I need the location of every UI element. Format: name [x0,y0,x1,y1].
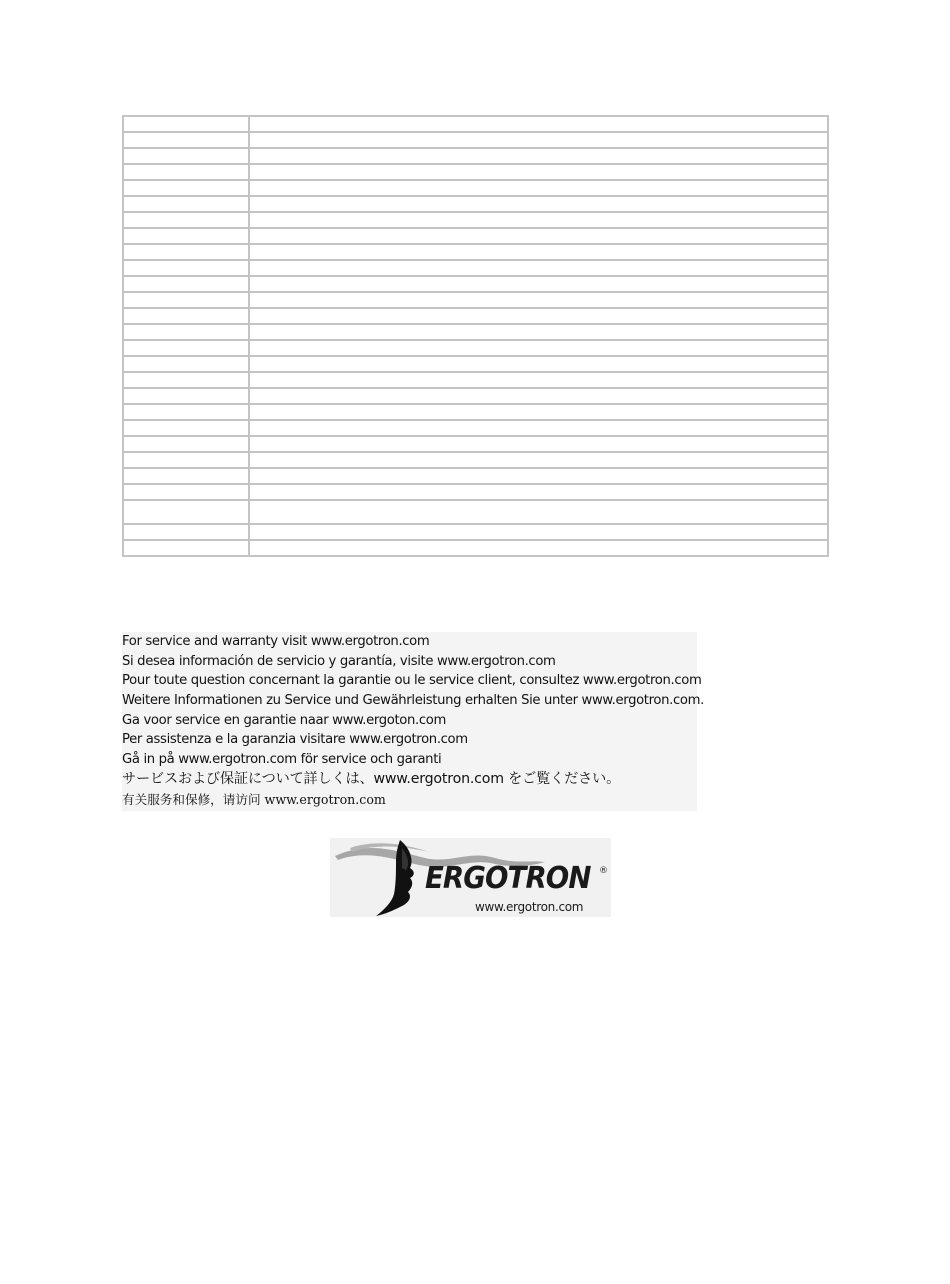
table-cell-value [249,388,828,404]
table-row [123,340,828,356]
table-cell-value [249,196,828,212]
table-row [123,484,828,500]
table-cell-value [249,524,828,540]
table-row [123,260,828,276]
table-cell-label [123,292,249,308]
table-row [123,436,828,452]
table-cell-value [249,116,828,132]
service-line-sv: Gå in på www.ergotron.com för service och garanti [122,752,442,768]
table-row [123,372,828,388]
table-row [123,404,828,420]
table-row [123,500,828,524]
table-cell-label [123,276,249,292]
table-cell-label [123,260,249,276]
table-cell-value [249,132,828,148]
table-cell-label [123,324,249,340]
table-row [123,164,828,180]
table-row [123,420,828,436]
service-line-nl: Ga voor service en garantie naar www.ergoton.com [122,712,446,728]
table-row [123,148,828,164]
table-row [123,468,828,484]
table-cell-value [249,212,828,228]
table-row [123,524,828,540]
logo-brand-text: ERGOTRON [425,861,591,896]
table-row [123,116,828,132]
table-cell-label [123,500,249,524]
registered-mark: ® [599,866,608,876]
table-cell-label [123,524,249,540]
table-cell-value [249,436,828,452]
table-row [123,452,828,468]
table-cell-label [123,164,249,180]
table-cell-label [123,468,249,484]
table-cell-value [249,148,828,164]
table-cell-label [123,148,249,164]
table-row [123,180,828,196]
table-cell-value [249,324,828,340]
logo-url-text: www.ergotron.com [475,900,584,914]
table-cell-value [249,356,828,372]
ergotron-logo [330,838,611,917]
table-cell-value [249,164,828,180]
table-cell-label [123,372,249,388]
table-row [123,276,828,292]
table-cell-label [123,388,249,404]
table-cell-value [249,452,828,468]
revision-table-body [123,116,828,556]
table-cell-label [123,356,249,372]
service-line-it: Per assistenza e la garanzia visitare www.ergotron.com [122,732,468,748]
table-cell-label [123,308,249,324]
table-row [123,356,828,372]
table-cell-value [249,468,828,484]
revision-table [122,115,829,557]
table-cell-label [123,212,249,228]
table-cell-value [249,308,828,324]
table-cell-value [249,244,828,260]
table-cell-label [123,540,249,556]
service-line-ja: サービスおよび保証について詳しくは、www.ergotron.com をご覧ください。 [122,770,621,787]
table-cell-value [249,404,828,420]
table-cell-value [249,340,828,356]
table-cell-label [123,180,249,196]
service-line-fr: Pour toute question concernant la garantie ou le service client, consultez www.ergotron.com [122,673,702,689]
table-cell-label [123,116,249,132]
table-cell-value [249,276,828,292]
table-row [123,132,828,148]
table-row [123,212,828,228]
table-row [123,244,828,260]
service-line-es: Si desea información de servicio y garantía, visite www.ergotron.com [122,653,556,669]
table-cell-value [249,228,828,244]
table-row [123,308,828,324]
table-cell-value [249,180,828,196]
table-row [123,324,828,340]
table-cell-label [123,420,249,436]
service-line-de: Weitere Informationen zu Service und Gewährleistung erhalten Sie unter www.ergotron.com. [122,693,704,709]
table-cell-value [249,292,828,308]
table-cell-value [249,540,828,556]
table-cell-label [123,340,249,356]
table-cell-label [123,484,249,500]
table-cell-label [123,196,249,212]
table-cell-label [123,436,249,452]
table-row [123,228,828,244]
table-row [123,196,828,212]
table-cell-value [249,484,828,500]
service-line-en: For service and warranty visit www.ergotron.com [122,634,430,649]
table-row [123,292,828,308]
table-cell-value [249,260,828,276]
service-info-block [122,632,704,811]
table-cell-value [249,420,828,436]
table-cell-label [123,132,249,148]
table-cell-label [123,228,249,244]
table-cell-value [249,500,828,524]
table-cell-label [123,452,249,468]
table-row [123,388,828,404]
service-line-zh: 有关服务和保修，请访问 www.ergotron.com [122,791,386,807]
table-cell-value [249,372,828,388]
table-cell-label [123,404,249,420]
table-row [123,540,828,556]
table-cell-label [123,244,249,260]
